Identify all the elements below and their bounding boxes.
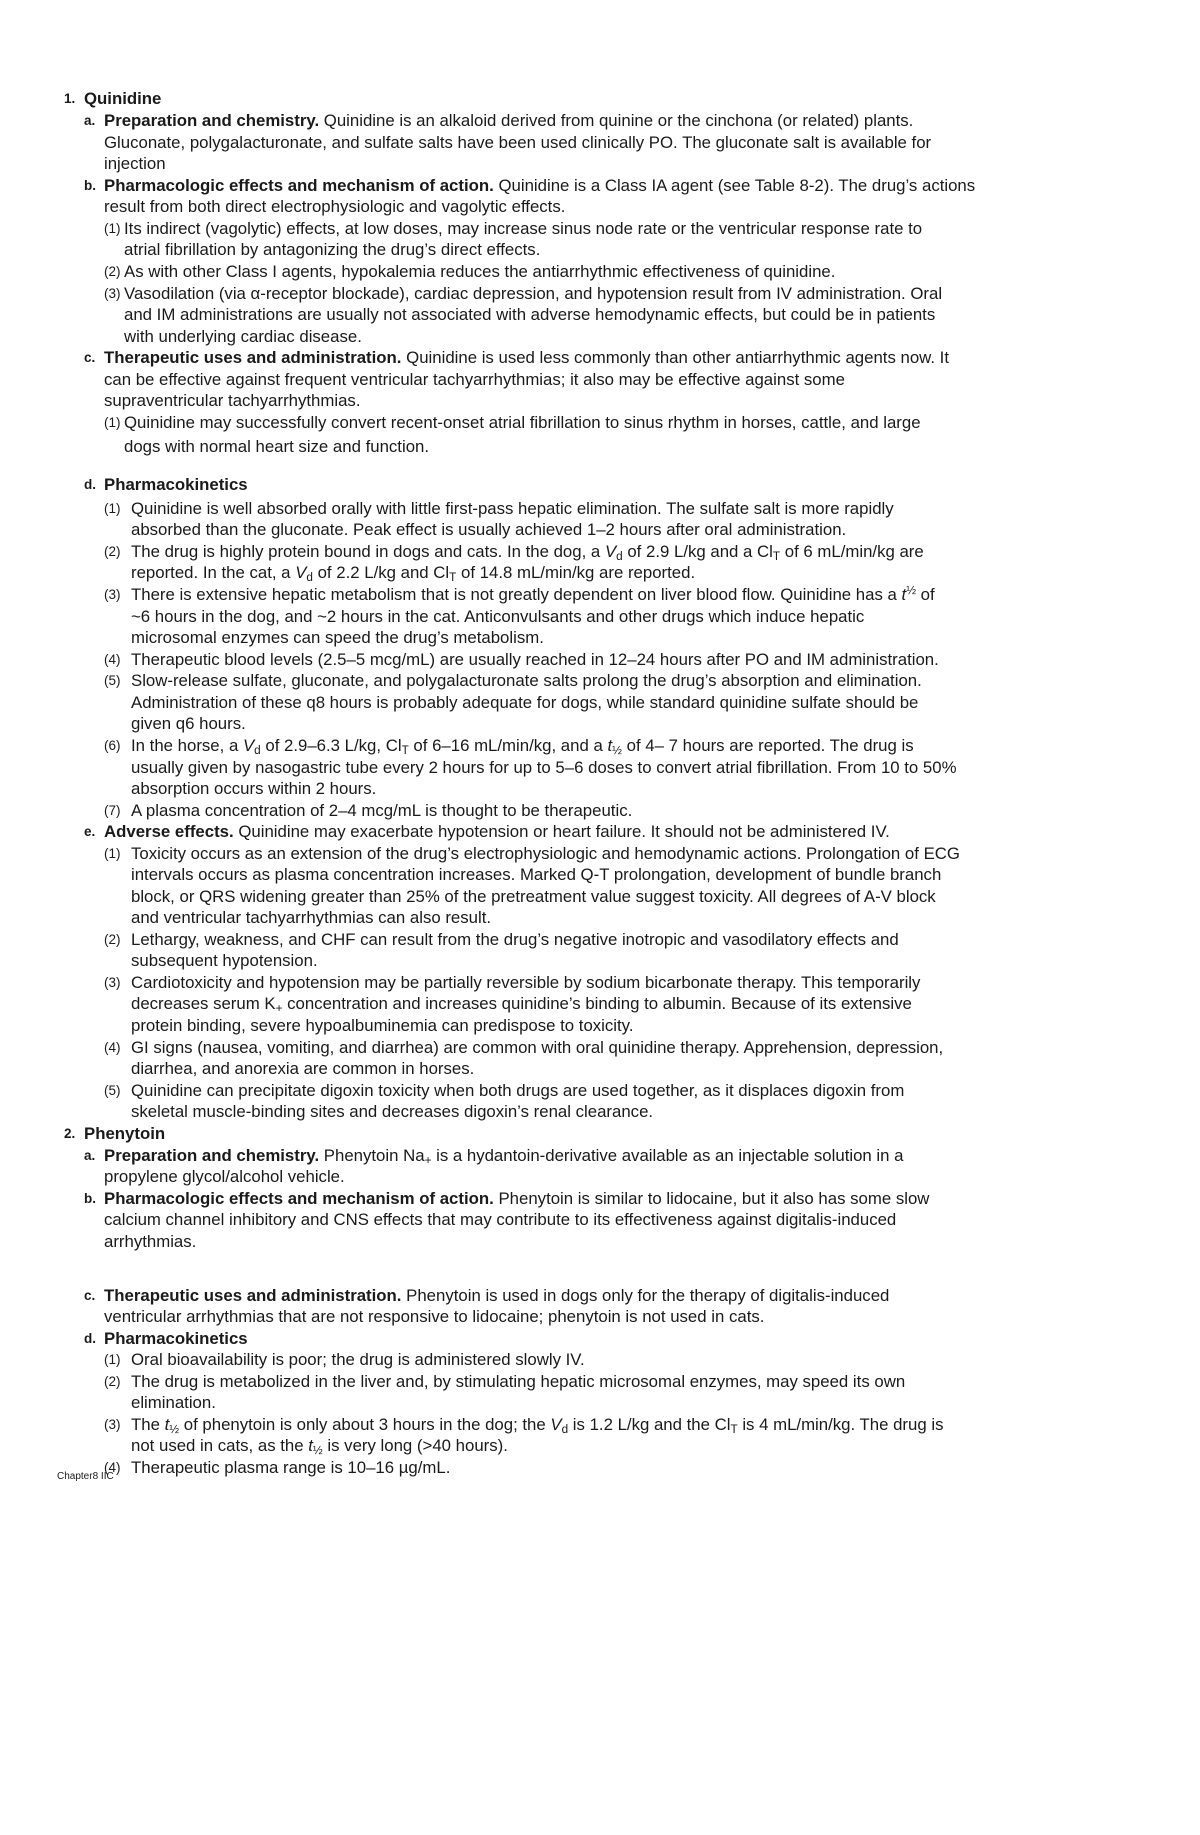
item-marker: e. (84, 824, 96, 839)
subitem-marker: (3) (104, 587, 121, 602)
paragraph-line: result from both direct electrophysiologic and vagolytic effects. (104, 197, 566, 216)
item-marker: c. (84, 350, 96, 365)
paragraph-line: Adverse effects. Quinidine may exacerbate hypotension or heart failure. It should not be administered IV. (104, 822, 890, 841)
subitem-marker: (1) (104, 846, 121, 861)
subitem-marker: (6) (104, 738, 121, 753)
list-item-line: Lethargy, weakness, and CHF can result from the drug’s negative inotropic and vasodilatory effects and (131, 930, 899, 949)
list-item-line: given q6 hours. (131, 714, 246, 733)
subitem-marker: (3) (104, 975, 121, 990)
item-marker: d. (84, 477, 96, 492)
list-item-line: block, or QRS widening greater than 25% of the pretreatment value suggest toxicity. All degrees of A-V block (131, 887, 936, 906)
paragraph-line: injection (104, 154, 166, 173)
list-item-line: microsomal enzymes can speed the drug’s metabolism. (131, 628, 544, 647)
subitem-marker: (3) (104, 286, 121, 301)
list-item-line: Its indirect (vagolytic) effects, at low doses, may increase sinus node rate or the ventricular response rate to (124, 219, 923, 238)
list-item-line: There is extensive hepatic metabolism that is not greatly dependent on liver blood flow. Quinidine has a $t^{\frac{1}{2}}$ of (131, 584, 935, 604)
list-item-line: elimination. (131, 1393, 216, 1412)
subitem-marker: (1) (104, 221, 121, 236)
section-number: 1. (64, 91, 76, 106)
subitem-marker: (5) (104, 1083, 121, 1098)
subitem-marker: (1) (104, 1352, 121, 1367)
list-item-line: protein binding, severe hypoalbuminemia can predispose to toxicity. (131, 1016, 634, 1035)
list-item-line: GI signs (nausea, vomiting, and diarrhea) are common with oral quinidine therapy. Apprehension, depression, (131, 1038, 944, 1057)
list-item-line: decreases serum $K_+$ concentration and increases quinidine’s binding to albumin. Because of its extensive (131, 994, 912, 1015)
list-item-line: reported. In the cat, a $V_d$ of 2.2 L/kg and $Cl_T$ of 14.8 mL/min/kg are reported. (131, 563, 696, 584)
list-item-line: absorption occurs within 2 hours. (131, 779, 377, 798)
item-marker: d. (84, 1331, 96, 1346)
list-item-line: Oral bioavailability is poor; the drug is administered slowly IV. (131, 1350, 585, 1369)
paragraph-line: can be effective against frequent ventricular tachyarrhythmias; it also may be effective against some (104, 370, 845, 389)
list-item-line: subsequent hypotension. (131, 951, 318, 970)
paragraph-line: ventricular arrhythmias that are not responsive to lidocaine; phenytoin is not used in cats. (104, 1307, 765, 1326)
list-item-line: The $t_{\frac{1}{2}}$ of phenytoin is only about 3 hours in the dog; the $V_d$ is 1.2 L/kg and the $Cl_T$ is 4 mL/min/kg. The drug is (131, 1415, 944, 1436)
paragraph-line: Therapeutic uses and administration. Phenytoin is used in dogs only for the therapy of digitalis-induced (104, 1286, 890, 1305)
list-item-line: A plasma concentration of 2–4 mcg/mL is thought to be therapeutic. (131, 801, 633, 820)
list-item-line: ~6 hours in the dog, and ~2 hours in the cat. Anticonvulsants and other drugs which induce hepatic (131, 607, 865, 626)
item-marker: a. (84, 113, 96, 128)
list-item-line: The drug is metabolized in the liver and, by stimulating hepatic microsomal enzymes, may speed its own (131, 1372, 906, 1391)
list-item-line: dogs with normal heart size and function. (124, 437, 430, 456)
list-item-line: not used in cats, as the $t_{\frac{1}{2}}$ is very long (>40 hours). (131, 1436, 508, 1457)
paragraph-line: Pharmacologic effects and mechanism of action. Quinidine is a Class IA agent (see Table 8-2). The drug’s actions (104, 176, 976, 195)
paragraph-line: arrhythmias. (104, 1232, 197, 1251)
list-item-line: with underlying cardiac disease. (124, 327, 362, 346)
paragraph-line: supraventricular tachyarrhythmias. (104, 391, 361, 410)
list-item-line: Quinidine is well absorbed orally with little first-pass hepatic elimination. The sulfate salt is more rapidly (131, 499, 894, 518)
subitem-marker: (5) (104, 673, 121, 688)
list-item-line: As with other Class I agents, hypokalemia reduces the antiarrhythmic effectiveness of quinidine. (124, 262, 836, 281)
paragraph-line: Gluconate, polygalacturonate, and sulfate salts have been used clinically PO. The gluconate salt is available for (104, 133, 932, 152)
list-item-line: diarrhea, and anorexia are common in horses. (131, 1059, 475, 1078)
subitem-marker: (2) (104, 1374, 121, 1389)
subsection-heading: Pharmacokinetics (104, 475, 248, 494)
subitem-marker: (2) (104, 264, 121, 279)
subitem-marker: (2) (104, 932, 121, 947)
subsection-heading: Pharmacokinetics (104, 1329, 248, 1348)
list-item-line: Cardiotoxicity and hypotension may be partially reversible by sodium bicarbonate therapy. This temporarily (131, 973, 921, 992)
paragraph-line: Preparation and chemistry. Quinidine is an alkaloid derived from quinine or the cinchona (or related) plants. (104, 111, 914, 130)
list-item-line: Slow-release sulfate, gluconate, and polygalacturonate salts prolong the drug’s absorption and elimination. (131, 671, 922, 690)
list-item-line: absorbed than the gluconate. Peak effect is usually achieved 1–2 hours after oral administration. (131, 520, 847, 539)
subitem-marker: (1) (104, 415, 121, 430)
item-marker: c. (84, 1288, 96, 1303)
list-item-line: Toxicity occurs as an extension of the drug’s electrophysiologic and hemodynamic actions. Prolongation of ECG (131, 844, 960, 863)
list-item-line: The drug is highly protein bound in dogs and cats. In the dog, a $V_d$ of 2.9 L/kg and a $Cl_T$ of 6 mL/min/kg are (131, 542, 924, 563)
paragraph-line: Therapeutic uses and administration. Quinidine is used less commonly than other antiarrhythmic agents now. It (104, 348, 950, 367)
subitem-marker: (3) (104, 1417, 121, 1432)
page-footer: Chapter8 IIC (57, 1471, 114, 1482)
list-item-line: intervals occurs as plasma concentration increases. Marked Q-T prolongation, development of bundle branch (131, 865, 942, 884)
subitem-marker: (7) (104, 803, 121, 818)
subitem-marker: (4) (104, 1460, 121, 1475)
list-item-line: and IM administrations are usually not associated with adverse hemodynamic effects, but could be in patients (124, 305, 936, 324)
paragraph-line: Pharmacologic effects and mechanism of action. Phenytoin is similar to lidocaine, but it also has some slow (104, 1189, 930, 1208)
list-item-line: atrial fibrillation by antagonizing the drug’s direct effects. (124, 240, 541, 259)
list-item-line: Quinidine can precipitate digoxin toxicity when both drugs are used together, as it displaces digoxin from (131, 1081, 905, 1100)
list-item-line: Quinidine may successfully convert recent-onset atrial fibrillation to sinus rhythm in horses, cattle, and large (124, 413, 921, 432)
subitem-marker: (4) (104, 652, 121, 667)
subitem-marker: (1) (104, 501, 121, 516)
section-title: Phenytoin (84, 1124, 166, 1143)
paragraph-line: calcium channel inhibitory and CNS effects that may contribute to its effectiveness against digitalis-induced (104, 1210, 897, 1229)
list-item-line: In the horse, a $V_d$ of 2.9–6.3 L/kg, $Cl_T$ of 6–16 mL/min/kg, and a $t_{\frac{1}{2}}$ of 4– 7 hours are reported. The drug is (131, 736, 914, 757)
item-marker: b. (84, 178, 96, 193)
subitem-marker: (4) (104, 1040, 121, 1055)
paragraph-line: Preparation and chemistry. Phenytoin $Na_+$ is a hydantoin-derivative available as an injectable solution in a (104, 1146, 904, 1167)
list-item-line: Therapeutic blood levels (2.5–5 mcg/mL) are usually reached in 12–24 hours after PO and IM administration. (131, 650, 939, 669)
item-marker: b. (84, 1191, 96, 1206)
list-item-line: Administration of these q8 hours is probably adequate for dogs, while standard quinidine sulfate should be (131, 693, 919, 712)
list-item-line: usually given by nasogastric tube every 2 hours for up to 5–6 doses to convert atrial fibrillation. From 10 to 50% (131, 758, 957, 777)
subitem-marker: (2) (104, 544, 121, 559)
section-number: 2. (64, 1126, 76, 1141)
list-item-line: Therapeutic plasma range is 10–16 µg/mL. (131, 1458, 451, 1477)
list-item-line: Vasodilation (via α-receptor blockade), cardiac depression, and hypotension result from IV administration. Oral (124, 284, 943, 303)
section-title: Quinidine (84, 89, 162, 108)
item-marker: a. (84, 1148, 96, 1163)
list-item-line: skeletal muscle-binding sites and decreases digoxin’s renal clearance. (131, 1102, 654, 1121)
list-item-line: and ventricular tachyarrhythmias can also result. (131, 908, 492, 927)
paragraph-line: propylene glycol/alcohol vehicle. (104, 1167, 345, 1186)
